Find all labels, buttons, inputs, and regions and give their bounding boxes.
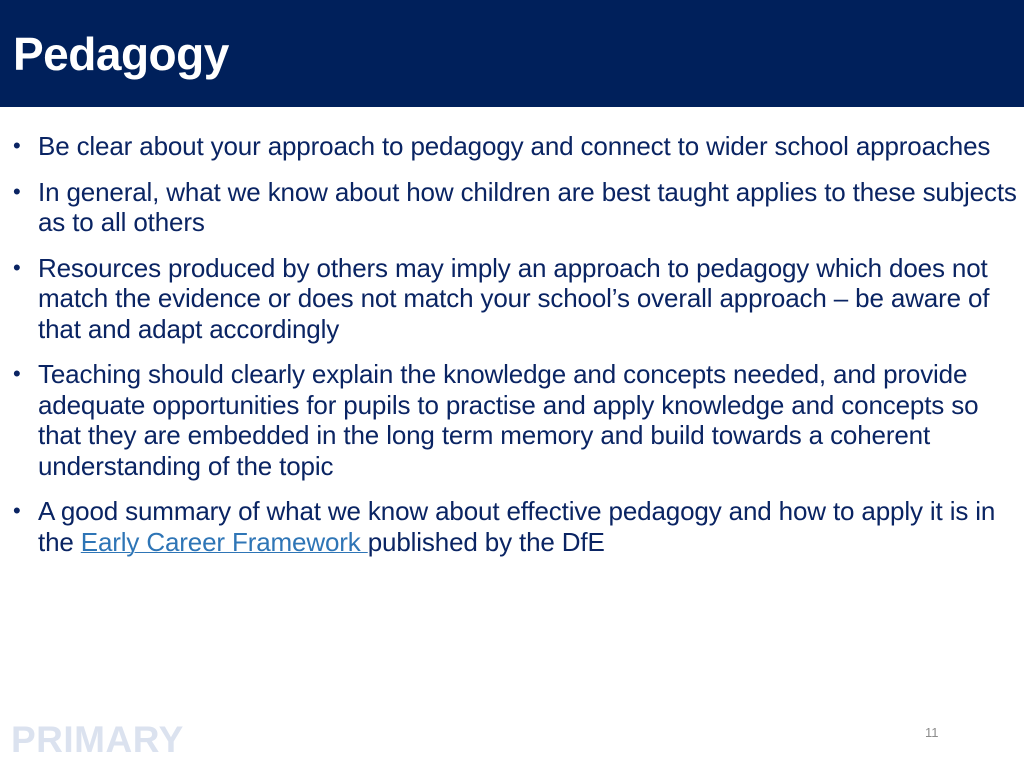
bullet-dot-icon: •	[13, 133, 21, 158]
bullet-dot-icon: •	[13, 498, 21, 523]
bullet-item	[0, 177, 1020, 238]
bullet-dot-icon: •	[13, 361, 21, 386]
bullet-dot-icon: •	[13, 178, 21, 204]
bullet-list	[0, 131, 1020, 572]
bullet-text-before-link: A good summary of what we know about effective pedagogy and how to apply it is in the	[38, 496, 996, 557]
bullet-text: Be clear about your approach to pedagogy and connect to wider school approaches	[38, 131, 991, 161]
page-number: 11	[925, 725, 939, 740]
bullet-text: Resources produced by others may imply an approach to pedagogy which does not match the evidence or does not match your school’s overall approach – be aware of that and adapt accordingly	[38, 252, 990, 344]
title-bar	[0, 0, 1024, 107]
bullet-text: In general, what we know about how children are best taught applies to these subjects as to all others	[38, 176, 1017, 237]
bullet-item	[0, 131, 1020, 162]
bullet-item	[0, 359, 1020, 481]
bullet-item	[0, 496, 1020, 557]
footer-brand-logo: PRIMARY	[11, 719, 184, 760]
bullet-dot-icon: •	[13, 254, 21, 280]
bullet-item	[0, 253, 1020, 345]
early-career-framework-link[interactable]: Early Career Framework	[80, 526, 368, 557]
bullet-text: Teaching should clearly explain the knowledge and concepts needed, and provide adequate opportunities for pupils to practise and apply knowledge and concepts so that they are embedded in the long term memory and build towards a coherent understanding of the topic	[38, 359, 979, 481]
bullet-text-after-link: published by the DfE	[367, 526, 605, 557]
slide-title: Pedagogy	[13, 28, 229, 80]
